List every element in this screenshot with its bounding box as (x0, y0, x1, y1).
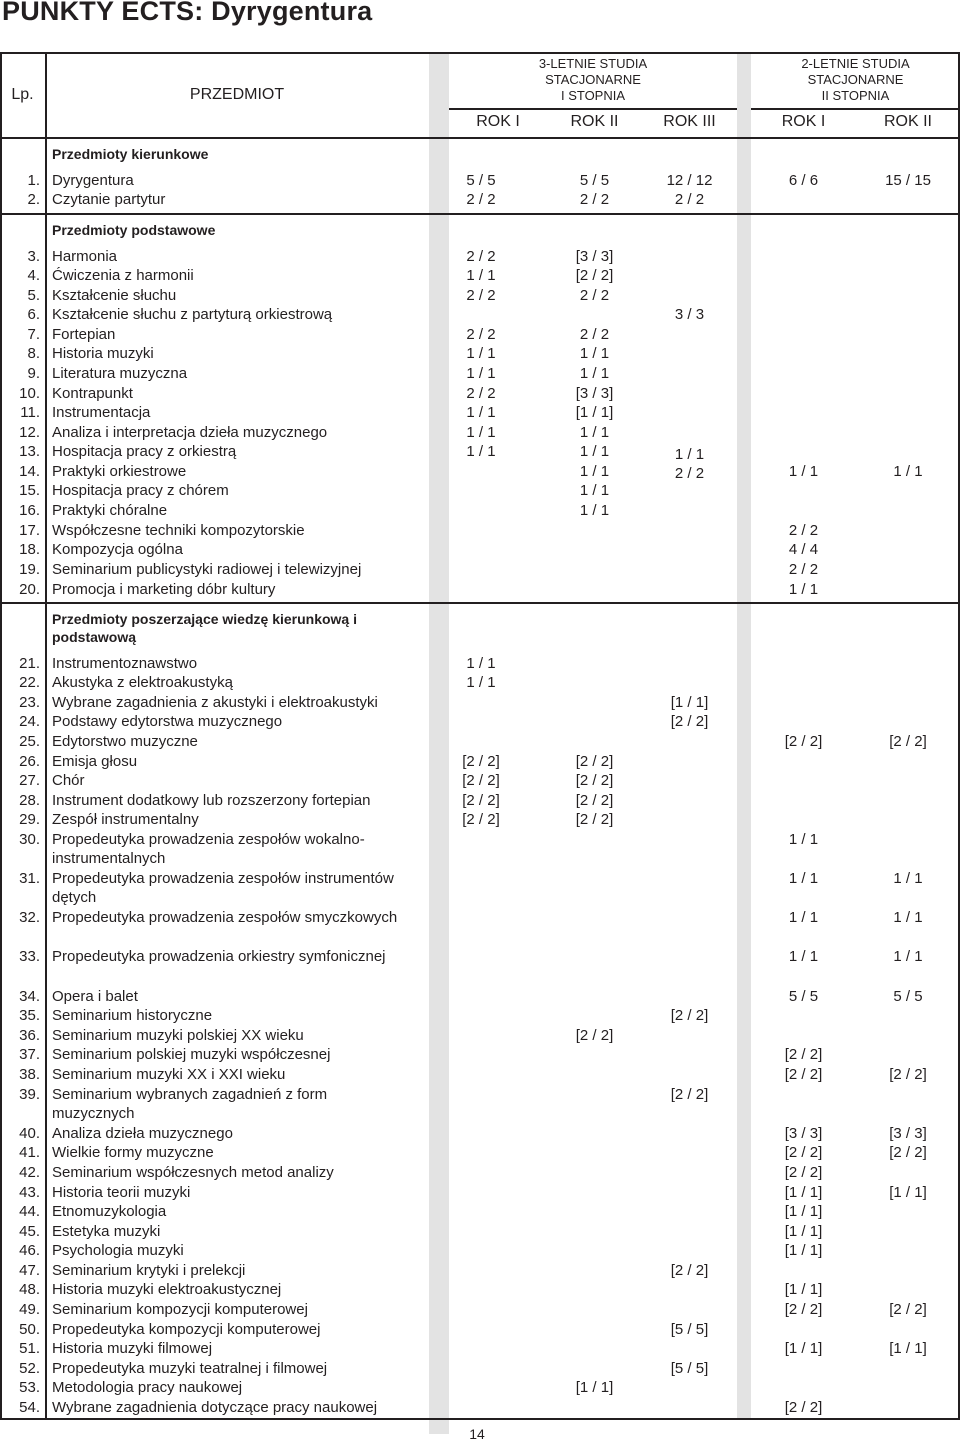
row-number: 16. (19, 502, 40, 519)
row-number: 32. (19, 909, 40, 926)
ects-value: [1 / 1] (784, 1281, 823, 1298)
subject-name: Propedeutyka prowadzenia zespołów instrumentów dętych (52, 870, 394, 906)
subject-name: Czytanie partytur (52, 191, 166, 208)
subject-name: Analiza dzieła muzycznego (52, 1125, 233, 1142)
ects-value: [2 / 2] (889, 1301, 927, 1318)
ects-value: [2 / 2] (784, 733, 823, 750)
row-number: 23. (19, 694, 40, 711)
row-number: 27. (19, 772, 40, 789)
header-subject: PRZEDMIOT (189, 86, 285, 103)
ects-value: 3 / 3 (674, 306, 705, 323)
row-number: 15. (19, 482, 40, 499)
row-number: 26. (19, 753, 40, 770)
subject-name: Seminarium polskiej muzyki współczesnej (52, 1046, 331, 1063)
ects-value: [2 / 2] (889, 1066, 927, 1083)
ects-value: 2 / 2 (466, 385, 496, 402)
subject-name: Praktyki chóralne (52, 502, 168, 519)
ects-value: 1 / 1 (579, 482, 610, 499)
row-number: 22. (19, 674, 40, 691)
row-number: 30. (19, 831, 40, 848)
ects-value: 5 / 5 (579, 172, 610, 189)
ects-value: 1 / 1 (579, 443, 610, 460)
row-number: 47. (19, 1262, 40, 1279)
row-number: 41. (19, 1144, 40, 1161)
subject-name: Kompozycja ogólna (52, 541, 183, 558)
header-group-2: STACJONARNE (807, 72, 904, 87)
header-group-1: STACJONARNE (545, 72, 641, 87)
ects-value: [2 / 2] (575, 753, 614, 770)
ects-value: [2 / 2] (784, 1046, 823, 1063)
subject-name: Instrument dodatkowy lub rozszerzony fortepian (52, 792, 371, 809)
ects-value: 1 / 1 (466, 345, 496, 362)
ects-value: [2 / 2] (889, 733, 927, 750)
subject-name: Propedeutyka prowadzenia zespołów smyczkowych (52, 909, 398, 926)
ects-value: 2 / 2 (466, 287, 496, 304)
ects-value: [2 / 2] (575, 811, 614, 828)
row-number: 33. (19, 948, 40, 965)
ects-value: [2 / 2] (784, 1066, 823, 1083)
subject-name: Kształcenie słuchu (52, 287, 177, 304)
ects-value: [1 / 1] (889, 1184, 927, 1201)
row-number: 28. (19, 792, 40, 809)
ects-value: [3 / 3] (784, 1125, 823, 1142)
ects-value: 2 / 2 (579, 191, 610, 208)
ects-value: 1 / 1 (466, 443, 496, 460)
subject-name: Seminarium kompozycji komputerowej (52, 1301, 308, 1318)
subject-name: Propedeutyka kompozycji komputerowej (52, 1321, 321, 1338)
column-rule (45, 52, 47, 1420)
row-number: 49. (19, 1301, 40, 1318)
subject-name: Dyrygentura (52, 172, 134, 189)
row-number: 3. (27, 248, 40, 265)
section-label: Przedmioty poszerzające wiedzę kierunkową i podstawową (52, 611, 357, 645)
ects-value: [2 / 2] (575, 792, 614, 809)
row-number: 12. (19, 424, 40, 441)
row-number: 42. (19, 1164, 40, 1181)
ects-value: 2 / 2 (674, 191, 705, 208)
subject-name: Emisja głosu (52, 753, 138, 770)
subject-name: Historia muzyki (52, 345, 154, 362)
row-number: 7. (27, 326, 40, 343)
ects-value: [2 / 2] (575, 772, 614, 789)
row-number: 13. (19, 443, 40, 460)
section-label: Przedmioty podstawowe (52, 222, 216, 238)
ects-value: 2 / 2 (579, 287, 610, 304)
subject-name: Chór (52, 772, 85, 789)
ects-value: 2 / 2 (579, 326, 610, 343)
ects-value: [2 / 2] (462, 811, 500, 828)
ects-value: 6 / 6 (788, 172, 819, 189)
row-number: 5. (27, 287, 40, 304)
subject-name: Seminarium historyczne (52, 1007, 213, 1024)
subject-name: Praktyki orkiestrowe (52, 463, 187, 480)
subject-name: Seminarium wybranych zagadnień z form muzycznych (52, 1086, 328, 1122)
ects-value: 1 / 1 (788, 870, 819, 887)
ects-value: 1 / 1 (788, 581, 819, 598)
row-number: 43. (19, 1184, 40, 1201)
ects-value: [3 / 3] (889, 1125, 927, 1142)
header-year: ROK I (781, 113, 826, 130)
table-bottom-rule (0, 1418, 960, 1420)
ects-value: [1 / 1] (670, 694, 709, 711)
table-top-rule (0, 52, 960, 54)
row-number: 9. (27, 365, 40, 382)
row-number: 44. (19, 1203, 40, 1220)
subject-name: Seminarium współczesnych metod analizy (52, 1164, 334, 1181)
ects-value: 5 / 5 (893, 988, 923, 1005)
subject-name: Współczesne techniki kompozytorskie (52, 522, 305, 539)
ects-value: 2 / 2 (788, 561, 819, 578)
subject-name: Propedeutyka prowadzenia orkiestry symfonicznej (52, 948, 386, 965)
subject-name: Opera i balet (52, 988, 138, 1005)
row-number: 8. (27, 345, 40, 362)
ects-value: 2 / 2 (466, 191, 496, 208)
subject-name: Instrumentoznawstwo (52, 655, 198, 672)
ects-value: 5 / 5 (788, 988, 819, 1005)
section-label: Przedmioty kierunkowe (52, 146, 209, 162)
subject-name: Psychologia muzyki (52, 1242, 184, 1259)
row-number: 37. (19, 1046, 40, 1063)
subject-name: Promocja i marketing dóbr kultury (52, 581, 276, 598)
ects-value: 2 / 2 (788, 522, 819, 539)
subject-name: Akustyka z elektroakustyką (52, 674, 233, 691)
subject-name: Propedeutyka muzyki teatralnej i filmowej (52, 1360, 328, 1377)
ects-value-merged: 1 / 1 (893, 463, 923, 480)
subject-name: Wybrane zagadnienia z akustyki i elektroakustyki (52, 694, 378, 711)
row-number: 53. (19, 1379, 40, 1396)
ects-value: [3 / 3] (575, 248, 614, 265)
ects-value: [2 / 2] (670, 1262, 709, 1279)
row-number: 40. (19, 1125, 40, 1142)
subject-name: Seminarium muzyki XX i XXI wieku (52, 1066, 286, 1083)
section-rule (0, 213, 960, 215)
ects-value: [1 / 1] (784, 1223, 823, 1240)
ects-value: [1 / 1] (784, 1203, 823, 1220)
subject-name: Seminarium krytyki i prelekcji (52, 1262, 246, 1279)
document-title: PUNKTY ECTS: Dyrygentura (2, 0, 373, 26)
ects-value: [2 / 2] (575, 1027, 614, 1044)
row-number: 52. (19, 1360, 40, 1377)
subject-name: Etnomuzykologia (52, 1203, 167, 1220)
ects-value: 1 / 1 (788, 909, 819, 926)
ects-value-merged: 2 / 2 (674, 465, 705, 482)
subject-name: Literatura muzyczna (52, 365, 188, 382)
ects-value: [2 / 2] (670, 1086, 709, 1103)
ects-value: [2 / 2] (889, 1144, 927, 1161)
ects-value: [2 / 2] (462, 792, 500, 809)
row-number: 11. (20, 404, 40, 421)
row-number: 54. (19, 1399, 40, 1416)
row-number: 46. (19, 1242, 40, 1259)
row-number: 31. (19, 870, 40, 887)
subject-name: Kształcenie słuchu z partyturą orkiestrową (52, 306, 333, 323)
ects-value: 2 / 2 (466, 326, 496, 343)
ects-value: 1 / 1 (466, 424, 496, 441)
header-group-2: II STOPNIA (821, 88, 890, 103)
ects-value: [5 / 5] (670, 1360, 709, 1377)
column-gutter (737, 54, 751, 1420)
ects-value: 5 / 5 (466, 172, 496, 189)
header-rule (751, 108, 960, 110)
row-number: 19. (19, 561, 40, 578)
ects-value: 1 / 1 (579, 502, 610, 519)
subject-name: Podstawy edytorstwa muzycznego (52, 713, 283, 730)
subject-name: Seminarium muzyki polskiej XX wieku (52, 1027, 304, 1044)
subject-name: Kontrapunkt (52, 385, 133, 402)
ects-value: [1 / 1] (575, 404, 614, 421)
row-number: 17. (19, 522, 40, 539)
header-year: ROK I (476, 113, 520, 130)
row-number: 39. (19, 1086, 40, 1103)
ects-value: 12 / 12 (666, 172, 713, 189)
row-number: 51. (19, 1340, 40, 1357)
ects-value: 1 / 1 (466, 674, 496, 691)
row-number: 48. (19, 1281, 40, 1298)
ects-value: [3 / 3] (575, 385, 614, 402)
ects-value: [1 / 1] (784, 1184, 823, 1201)
subject-name: Historia teorii muzyki (52, 1184, 191, 1201)
ects-value: [2 / 2] (462, 753, 500, 770)
header-lp: Lp. (11, 86, 34, 103)
row-number: 10. (19, 385, 40, 402)
ects-value: 1 / 1 (893, 909, 923, 926)
subject-name: Propedeutyka prowadzenia zespołów wokalno-instrumentalnych (52, 831, 365, 867)
ects-value: [1 / 1] (784, 1340, 823, 1357)
ects-value: 1 / 1 (788, 948, 819, 965)
ects-value: 15 / 15 (885, 172, 931, 189)
header-bottom-rule (0, 137, 960, 139)
subject-name: Metodologia pracy naukowej (52, 1379, 243, 1396)
ects-value: [5 / 5] (670, 1321, 709, 1338)
row-number: 14. (19, 463, 40, 480)
ects-value: 1 / 1 (579, 463, 610, 480)
row-number: 25. (19, 733, 40, 750)
ects-value: [1 / 1] (784, 1242, 823, 1259)
ects-value-merged: 1 / 1 (674, 446, 705, 463)
header-year: ROK III (663, 113, 716, 130)
row-number: 1. (27, 172, 40, 189)
subject-name: Wybrane zagadnienia dotyczące pracy naukowej (52, 1399, 378, 1416)
ects-value: 1 / 1 (579, 424, 610, 441)
ects-value: 1 / 1 (579, 345, 610, 362)
row-number: 6. (27, 306, 40, 323)
subject-name: Ćwiczenia z harmonii (52, 267, 194, 284)
header-rule (449, 108, 737, 110)
subject-name: Analiza i interpretacja dzieła muzycznego (52, 424, 328, 441)
ects-value: [2 / 2] (670, 713, 709, 730)
row-number: 24. (19, 713, 40, 730)
row-number: 45. (19, 1223, 40, 1240)
ects-value: 4 / 4 (788, 541, 819, 558)
row-number: 18. (19, 541, 40, 558)
header-group-1: 3-LETNIE STUDIA (538, 56, 648, 71)
ects-value: 1 / 1 (466, 655, 496, 672)
row-number: 29. (19, 811, 40, 828)
ects-value: 1 / 1 (893, 870, 923, 887)
subject-name: Zespół instrumentalny (52, 811, 199, 828)
subject-name: Harmonia (52, 248, 118, 265)
row-number: 36. (19, 1027, 40, 1044)
ects-value: [2 / 2] (462, 772, 500, 789)
section-rule (0, 602, 960, 604)
subject-name: Edytorstwo muzyczne (52, 733, 198, 750)
ects-value: [2 / 2] (784, 1144, 823, 1161)
subject-name: Seminarium publicystyki radiowej i telewizyjnej (52, 561, 362, 578)
subject-name: Wielkie formy muzyczne (52, 1144, 214, 1161)
ects-value: 1 / 1 (788, 831, 819, 848)
header-year: ROK II (883, 113, 932, 130)
subject-name: Historia muzyki filmowej (52, 1340, 213, 1357)
ects-value: 1 / 1 (466, 365, 496, 382)
row-number: 4. (27, 267, 40, 284)
ects-value: 2 / 2 (466, 248, 496, 265)
ects-value: [2 / 2] (784, 1399, 823, 1416)
row-number: 35. (19, 1007, 40, 1024)
row-number: 34. (19, 988, 40, 1005)
ects-value: [2 / 2] (575, 267, 614, 284)
subject-name: Instrumentacja (52, 404, 151, 421)
row-number: 38. (19, 1066, 40, 1083)
subject-name: Historia muzyki elektroakustycznej (52, 1281, 282, 1298)
ects-value-merged: 1 / 1 (788, 463, 819, 480)
ects-value: [2 / 2] (784, 1164, 823, 1181)
ects-value: [2 / 2] (784, 1301, 823, 1318)
ects-value: 1 / 1 (466, 267, 496, 284)
page-number: 14 (469, 1426, 485, 1442)
ects-value: 1 / 1 (579, 365, 610, 382)
row-number: 20. (19, 581, 40, 598)
subject-name: Hospitacja pracy z orkiestrą (52, 443, 237, 460)
ects-value: 1 / 1 (466, 404, 496, 421)
row-number: 21. (19, 655, 40, 672)
subject-name: Fortepian (52, 326, 116, 343)
subject-name: Estetyka muzyki (52, 1223, 161, 1240)
ects-value: 1 / 1 (893, 948, 923, 965)
row-number: 50. (19, 1321, 40, 1338)
header-year: ROK II (570, 113, 619, 130)
ects-value: [2 / 2] (670, 1007, 709, 1024)
subject-name: Hospitacja pracy z chórem (52, 482, 229, 499)
ects-value: [1 / 1] (889, 1340, 927, 1357)
row-number: 2. (27, 191, 40, 208)
ects-value: [1 / 1] (575, 1379, 614, 1396)
header-group-2: 2-LETNIE STUDIA (801, 56, 910, 71)
header-group-1: I STOPNIA (560, 88, 626, 103)
